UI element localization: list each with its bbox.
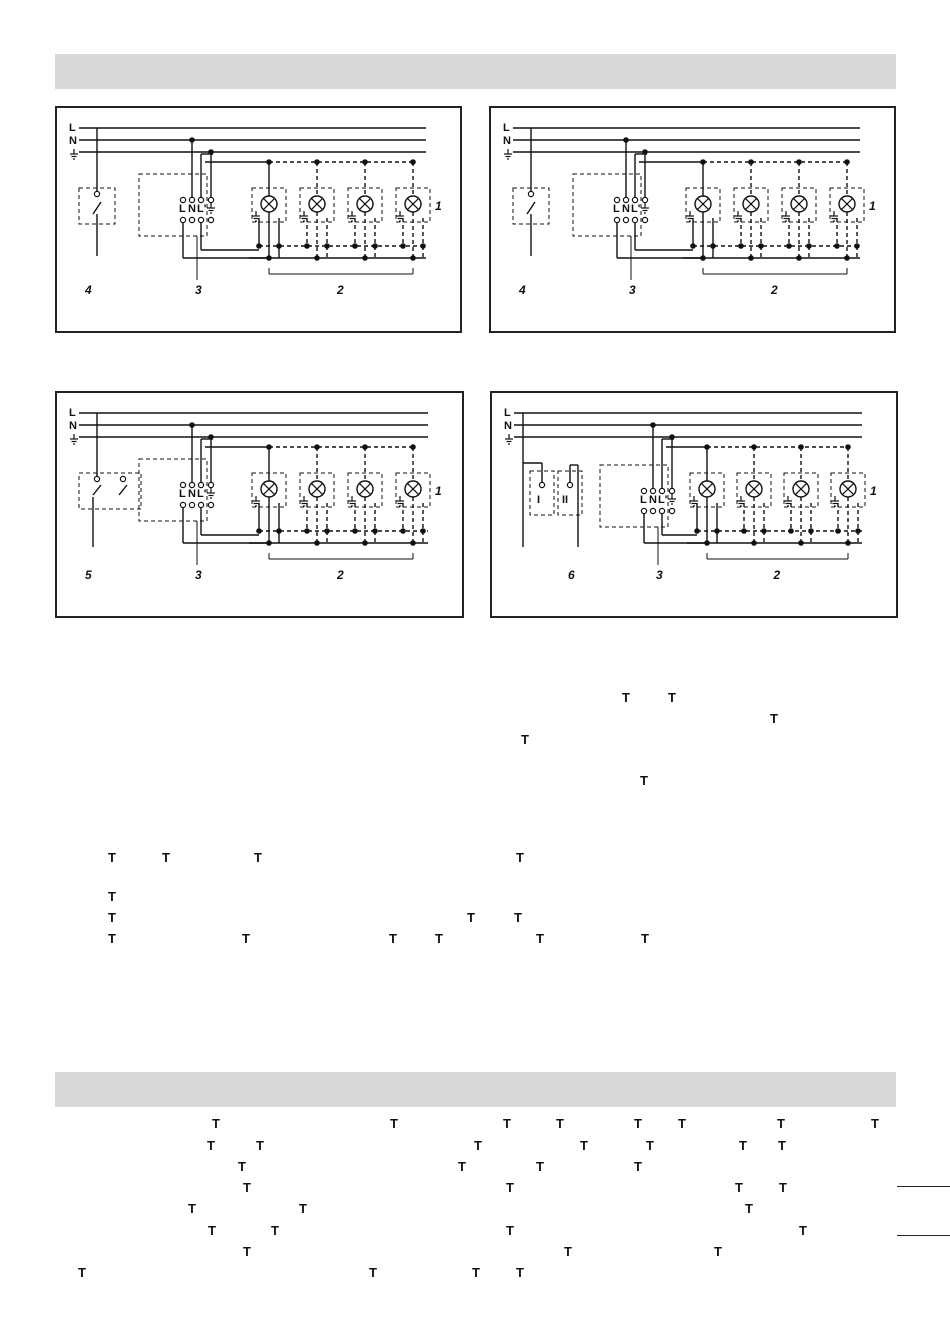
text-fragment: T bbox=[369, 1265, 377, 1280]
text-fragment: T bbox=[871, 1116, 879, 1131]
text-fragment: T bbox=[472, 1265, 480, 1280]
terminal bbox=[650, 488, 655, 493]
wire bbox=[93, 202, 101, 214]
text-fragment: T bbox=[208, 1223, 216, 1238]
text-fragment: T bbox=[188, 1201, 196, 1216]
text-fragment: T bbox=[212, 1116, 220, 1131]
text-fragment: T bbox=[536, 1159, 544, 1174]
wiring-diagram-4 bbox=[490, 391, 898, 618]
text-fragment: T bbox=[474, 1138, 482, 1153]
rail-label-l: L bbox=[503, 122, 510, 134]
callout-3: 3 bbox=[195, 568, 202, 582]
text-fragment: T bbox=[299, 1201, 307, 1216]
wiring-diagram-2 bbox=[489, 106, 896, 333]
terminal-label-lp: L' bbox=[197, 203, 207, 215]
text-fragment: T bbox=[243, 1244, 251, 1259]
callout-1: 1 bbox=[435, 484, 442, 498]
terminal bbox=[180, 217, 185, 222]
terminal bbox=[189, 482, 194, 487]
terminal-label-n: N bbox=[188, 488, 196, 500]
callout-2: 2 bbox=[337, 568, 344, 582]
terminal bbox=[641, 508, 646, 513]
terminal bbox=[180, 502, 185, 507]
terminal-label-lp: L' bbox=[197, 488, 207, 500]
text-fragment: T bbox=[678, 1116, 686, 1131]
callout-4: 5 bbox=[85, 568, 92, 582]
terminal bbox=[659, 508, 664, 513]
text-fragment: T bbox=[739, 1138, 747, 1153]
switch-label-i: I bbox=[537, 494, 541, 506]
terminal-label-n: N bbox=[649, 494, 657, 506]
terminal bbox=[198, 217, 203, 222]
text-fragment: T bbox=[634, 1116, 642, 1131]
text-fragment: T bbox=[108, 910, 116, 925]
terminal bbox=[614, 217, 619, 222]
wire bbox=[527, 202, 535, 214]
terminal bbox=[623, 217, 628, 222]
callout-2: 2 bbox=[773, 568, 781, 582]
terminal bbox=[641, 488, 646, 493]
text-fragment: T bbox=[516, 850, 524, 865]
callout-2: 2 bbox=[771, 283, 778, 297]
callout-4: 6 bbox=[568, 568, 575, 582]
wiring-diagram-3 bbox=[55, 391, 464, 618]
text-fragment: T bbox=[389, 931, 397, 946]
text-fragment: T bbox=[435, 931, 443, 946]
terminal bbox=[180, 482, 185, 487]
terminal bbox=[642, 197, 647, 202]
terminal bbox=[632, 197, 637, 202]
terminal bbox=[659, 488, 664, 493]
terminal bbox=[120, 476, 125, 481]
text-fragment: T bbox=[162, 850, 170, 865]
terminal-label-n: N bbox=[188, 203, 196, 215]
text-fragment: T bbox=[634, 1159, 642, 1174]
terminal bbox=[528, 191, 533, 196]
terminal bbox=[623, 197, 628, 202]
terminal-label-n: N bbox=[622, 203, 630, 215]
switch-label-ii: II bbox=[562, 494, 569, 506]
text-fragment: T bbox=[207, 1138, 215, 1153]
wiring-diagram-1 bbox=[55, 106, 462, 333]
terminal-label-l: L bbox=[640, 494, 647, 506]
text-fragment: T bbox=[779, 1180, 787, 1195]
callout-1: 1 bbox=[870, 484, 877, 498]
text-fragment: T bbox=[503, 1116, 511, 1131]
terminal bbox=[198, 482, 203, 487]
callout-4: 4 bbox=[85, 283, 92, 297]
terminal-label-lp: L' bbox=[658, 494, 668, 506]
terminal bbox=[198, 197, 203, 202]
text-fragment: T bbox=[536, 931, 544, 946]
text-fragment: T bbox=[641, 931, 649, 946]
text-fragment: T bbox=[390, 1116, 398, 1131]
terminal bbox=[669, 508, 674, 513]
rail-label-l: L bbox=[69, 122, 76, 134]
text-fragment: T bbox=[78, 1265, 86, 1280]
text-fragment: T bbox=[556, 1116, 564, 1131]
text-fragment: T bbox=[777, 1116, 785, 1131]
margin-rule-1 bbox=[897, 1186, 950, 1187]
callout-3: 3 bbox=[629, 283, 636, 297]
diagram-svg bbox=[57, 393, 466, 620]
text-fragment: T bbox=[108, 931, 116, 946]
terminal-label-l: L bbox=[179, 488, 186, 500]
diagram-svg bbox=[491, 108, 898, 335]
text-fragment: T bbox=[521, 732, 529, 747]
switch-box bbox=[79, 473, 141, 509]
text-fragment: T bbox=[238, 1159, 246, 1174]
callout-1: 1 bbox=[869, 199, 876, 213]
terminal bbox=[669, 488, 674, 493]
text-fragment: T bbox=[640, 773, 648, 788]
text-fragment: T bbox=[745, 1201, 753, 1216]
terminal bbox=[189, 502, 194, 507]
callout-2: 2 bbox=[337, 283, 344, 297]
text-fragment: T bbox=[256, 1138, 264, 1153]
text-fragment: T bbox=[243, 1180, 251, 1195]
terminal bbox=[208, 502, 213, 507]
text-fragment: T bbox=[622, 690, 630, 705]
text-fragment: T bbox=[799, 1223, 807, 1238]
terminal-label-l: L bbox=[179, 203, 186, 215]
text-fragment: T bbox=[778, 1138, 786, 1153]
margin-rule-2 bbox=[897, 1235, 950, 1236]
terminal bbox=[650, 508, 655, 513]
text-fragment: T bbox=[646, 1138, 654, 1153]
rail-label-n: N bbox=[69, 420, 77, 432]
text-fragment: T bbox=[458, 1159, 466, 1174]
terminal bbox=[94, 191, 99, 196]
terminal-label-l: L bbox=[613, 203, 620, 215]
terminal bbox=[632, 217, 637, 222]
callout-1: 1 bbox=[435, 199, 442, 213]
callout-3: 3 bbox=[656, 568, 663, 582]
text-fragment: T bbox=[735, 1180, 743, 1195]
rail-label-l: L bbox=[69, 407, 76, 419]
terminal bbox=[614, 197, 619, 202]
text-fragment: T bbox=[770, 711, 778, 726]
wire bbox=[119, 485, 127, 495]
wire bbox=[93, 485, 101, 495]
text-fragment: T bbox=[506, 1223, 514, 1238]
rail-label-n: N bbox=[69, 135, 77, 147]
terminal bbox=[208, 482, 213, 487]
terminal bbox=[180, 197, 185, 202]
callout-3: 3 bbox=[195, 283, 202, 297]
text-fragment: T bbox=[714, 1244, 722, 1259]
text-fragment: T bbox=[516, 1265, 524, 1280]
text-fragment: T bbox=[271, 1223, 279, 1238]
text-fragment: T bbox=[668, 690, 676, 705]
text-fragment: T bbox=[254, 850, 262, 865]
rail-label-l: L bbox=[504, 407, 511, 419]
terminal bbox=[189, 217, 194, 222]
text-fragment: T bbox=[506, 1180, 514, 1195]
text-fragment: T bbox=[467, 910, 475, 925]
terminal bbox=[208, 197, 213, 202]
terminal bbox=[198, 502, 203, 507]
text-fragment: T bbox=[564, 1244, 572, 1259]
text-fragment: T bbox=[108, 850, 116, 865]
terminal bbox=[539, 482, 544, 487]
text-fragment: T bbox=[514, 910, 522, 925]
terminal bbox=[189, 197, 194, 202]
terminal bbox=[94, 476, 99, 481]
text-fragment: T bbox=[242, 931, 250, 946]
terminal bbox=[208, 217, 213, 222]
terminal bbox=[642, 217, 647, 222]
section-header-bar-2 bbox=[55, 1072, 896, 1107]
terminal-label-lp: L' bbox=[631, 203, 641, 215]
text-fragment: T bbox=[108, 889, 116, 904]
rail-label-n: N bbox=[503, 135, 511, 147]
rail-label-n: N bbox=[504, 420, 512, 432]
diagram-svg bbox=[492, 393, 900, 620]
callout-4: 4 bbox=[519, 283, 526, 297]
section-header-bar-1 bbox=[55, 54, 896, 89]
diagram-svg bbox=[57, 108, 464, 335]
text-fragment: T bbox=[580, 1138, 588, 1153]
terminal bbox=[567, 482, 572, 487]
